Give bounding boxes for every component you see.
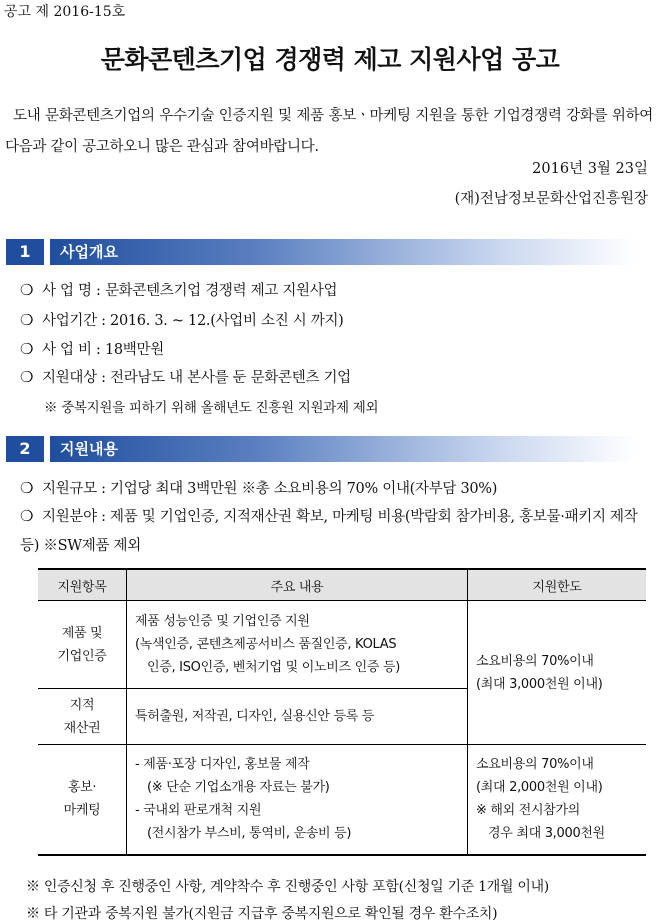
overview-item-period: ❍ 사업기간 : 2016. 3. ~ 12.(사업비 소진 시 까지) [20, 311, 344, 329]
table-header: 지원한도 [468, 569, 647, 601]
bullet-circle-icon: ❍ [20, 311, 34, 329]
overview-note: ※ 중복지원을 피하기 위해 올해년도 진흥원 지원과제 제외 [44, 400, 379, 416]
section-1-header [6, 239, 636, 265]
table-row [38, 601, 646, 689]
section-2-bar [50, 436, 636, 462]
support-field-item: ❍ 지원분야 : 제품 및 기업인증, 지적재산권 확보, 마케팅 비용(박람회 참가비용, 홍보물·패키지 제작 등) ※SW제품 제외 [20, 502, 648, 561]
support-item-cell: 지적 재산권 [38, 689, 127, 745]
overview-item-name: ❍ 사 업 명 : 문화콘텐츠기업 경쟁력 제고 지원사업 [20, 281, 338, 299]
support-scale-item: ❍ 지원규모 : 기업당 최대 3백만원 ※총 소요비용의 70% 이내(자부담 30%) [20, 479, 498, 497]
announcement-date: 2016년 3월 23일 [532, 161, 648, 177]
support-limit-cell: 소요비용의 70%이내 (최대 3,000천원 이내) [468, 601, 647, 745]
table-header: 주요 내용 [127, 569, 468, 601]
intro-paragraph: 도내 문화콘텐츠기업의 우수기술 인증지원 및 제품 홍보ㆍ마케팅 지원을 통한 기업경쟁력 강화를 위하여 다음과 같이 공고하오니 많은 관심과 참여바랍니다. [5, 108, 653, 155]
document-number: 공고 제 2016-15호 [4, 4, 126, 20]
section-1-bar [50, 239, 636, 265]
bullet-circle-icon: ❍ [20, 507, 34, 525]
support-content-cell: 특허출원, 저작권, 디자인, 실용신안 등록 등 [127, 689, 468, 745]
section-2-number: 2 [6, 436, 44, 462]
support-limit-cell: 소요비용의 70%이내 (최대 2,000천원 이내) ※ 해외 전시참가의 경우 최대 3,000천원 [468, 745, 647, 855]
section-2-header [6, 436, 636, 462]
bullet-circle-icon: ❍ [20, 281, 34, 299]
section-2-title: 지원내용 [60, 440, 118, 458]
bullet-circle-icon: ❍ [20, 368, 34, 386]
table-header-row [38, 569, 646, 601]
support-table [38, 568, 646, 856]
overview-item-target: ❍ 지원대상 : 전라남도 내 본사를 둔 문화콘텐츠 기업 [20, 368, 351, 386]
support-content-cell: 제품 성능인증 및 기업인증 지원 (녹색인증, 콘텐츠제공서비스 품질인증, KOLAS 인증, ISO인증, 벤처기업 및 이노비즈 인증 등) [127, 601, 468, 689]
support-item-cell: 제품 및 기업인증 [38, 601, 127, 689]
bullet-circle-icon: ❍ [20, 479, 34, 497]
footnote: ※ 인증신청 후 진행중인 사항, 계약착수 후 진행중인 사항 포함(신청일 기준 1개월 이내) [26, 879, 549, 895]
support-item-cell: 홍보· 마케팅 [38, 745, 127, 855]
page-title: 문화콘텐츠기업 경쟁력 제고 지원사업 공고 [100, 45, 560, 74]
overview-item-budget: ❍ 사 업 비 : 18백만원 [20, 340, 164, 358]
section-1-number: 1 [6, 239, 44, 265]
table-row [38, 745, 646, 855]
table-header: 지원항목 [38, 569, 127, 601]
support-content-cell: - 제품·포장 디자인, 홍보물 제작 (※ 단순 기업소개용 자료는 불가) - 국내외 판로개척 지원 (전시참가 부스비, 통역비, 운송비 등) [127, 745, 468, 855]
footnote: ※ 타 기관과 중복지원 불가(지원금 지급후 중복지원으로 확인될 경우 환수조치) [26, 906, 498, 922]
section-1-title: 사업개요 [60, 243, 118, 261]
issuing-organization: (재)전남정보문화산업진흥원장 [454, 191, 648, 207]
bullet-circle-icon: ❍ [20, 340, 34, 358]
